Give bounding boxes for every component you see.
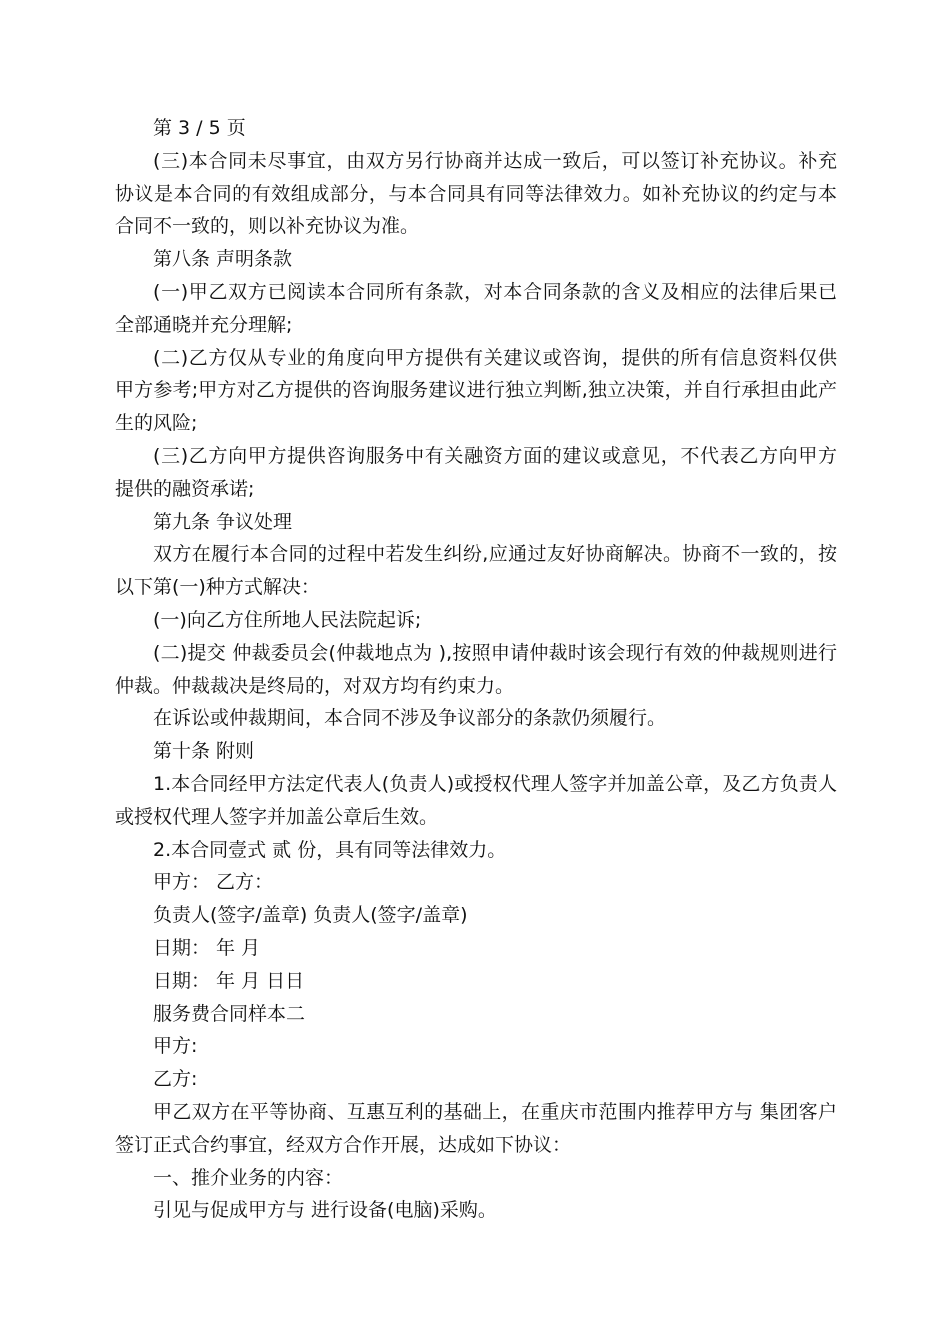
- document-line: 以下第(一)种方式解决：: [115, 576, 320, 599]
- document-line: 第九条 争议处理: [153, 510, 293, 533]
- document-line: 合同不一致的，则以补充协议为准。: [115, 215, 420, 238]
- document-line: (三)本合同未尽事宜，由双方另行协商并达成一致后，可以签订补充协议。补充: [153, 149, 837, 172]
- document-line: 甲方参考;甲方对乙方提供的咨询服务建议进行独立判断,独立决策，并自行承担由此产: [115, 379, 837, 402]
- document-line: 1.本合同经甲方法定代表人(负责人)或授权代理人签字并加盖公章，及乙方负责人: [153, 772, 837, 795]
- document-line: 乙方:: [153, 1068, 198, 1091]
- document-line: 引见与促成甲方与 进行设备(电脑)采购。: [153, 1199, 497, 1222]
- document-line: 第 3 / 5 页: [153, 117, 246, 139]
- document-line: 签订正式合约事宜，经双方合作开展，达成如下协议：: [115, 1133, 572, 1156]
- document-line: (三)乙方向甲方提供咨询服务中有关融资方面的建议或意见，不代表乙方向甲方: [153, 444, 837, 467]
- document-line: 提供的融资承诺;: [115, 477, 255, 500]
- document-line: (二)提交 仲裁委员会(仲裁地点为 ),按照申请仲裁时该会现行有效的仲裁规则进行: [153, 641, 837, 664]
- document-line: 甲乙双方在平等协商、互惠互利的基础上，在重庆市范围内推荐甲方与 集团客户: [153, 1100, 837, 1123]
- document-line: 第八条 声明条款: [153, 248, 293, 271]
- document-line: (一)甲乙双方已阅读本合同所有条款，对本合同条款的含义及相应的法律后果已: [153, 280, 837, 303]
- document-line: 或授权代理人签字并加盖公章后生效。: [115, 805, 439, 828]
- document-line: 双方在履行本合同的过程中若发生纠纷,应通过友好协商解决。协商不一致的，按: [153, 543, 837, 566]
- document-line: 甲方： 乙方：: [153, 871, 274, 894]
- document-line: 全部通晓并充分理解;: [115, 313, 293, 336]
- document-line: 甲方:: [153, 1035, 198, 1058]
- document-line: 在诉讼或仲裁期间，本合同不涉及争议部分的条款仍须履行。: [153, 707, 667, 730]
- document-line: 协议是本合同的有效组成部分，与本合同具有同等法律效力。如补充协议的约定与本: [115, 182, 837, 205]
- document-line: 日期： 年 月: [153, 936, 261, 959]
- document-line: 仲裁。仲裁裁决是终局的，对双方均有约束力。: [115, 674, 515, 697]
- document-line: 生的风险;: [115, 412, 198, 435]
- document-line: (一)向乙方住所地人民法院起诉;: [153, 608, 422, 631]
- document-line: 2.本合同壹式 贰 份，具有同等法律效力。: [153, 838, 507, 861]
- document-line: 一、推介业务的内容：: [153, 1166, 344, 1189]
- document-line: 服务费合同样本二: [153, 1002, 306, 1025]
- document-line: 第十条 附则: [153, 740, 255, 763]
- document-line: (二)乙方仅从专业的角度向甲方提供有关建议或咨询，提供的所有信息资料仅供: [153, 346, 837, 369]
- document-line: 日期： 年 月 日日: [153, 969, 305, 992]
- document-body: [115, 112, 837, 1227]
- document-line: 负责人(签字/盖章) 负责人(签字/盖章): [153, 904, 468, 927]
